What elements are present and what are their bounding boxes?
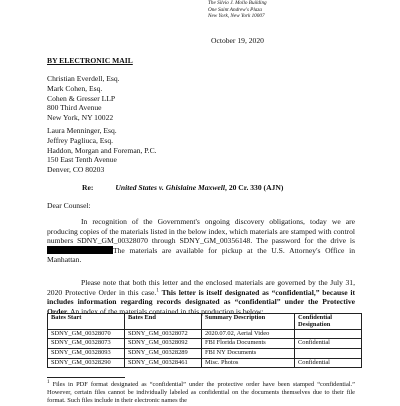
- recipient-line: Laura Menninger, Esq.: [47, 126, 117, 135]
- table-cell: SDNY_GM_00328072: [125, 329, 202, 339]
- re-label: Re:: [82, 183, 94, 192]
- table-cell: SDNY_GM_00328070: [48, 329, 125, 339]
- production-index-table: [47, 313, 362, 368]
- column-header: Bates Start: [48, 314, 125, 330]
- letterhead-line: New York, New York 10007: [208, 13, 265, 19]
- footnote-divider: [47, 377, 125, 378]
- recipient-line: 150 East Tenth Avenue: [47, 155, 117, 165]
- footnote-number: 1: [47, 379, 50, 385]
- case-name: United States v. Ghislaine Maxwell: [115, 183, 226, 192]
- case-number: , 20 Cr. 330 (AJN): [225, 183, 284, 192]
- recipient-line: New York, NY 10022: [47, 113, 114, 123]
- recipient-line: Mark Cohen, Esq.: [47, 83, 103, 93]
- letter-date: October 19, 2020: [211, 36, 264, 45]
- column-header: Confidential Designation: [295, 314, 362, 330]
- table-cell: 2020.07.02, Aerial Video: [202, 329, 295, 339]
- paragraph-text: The materials are available for pickup at the U.S. Attorney's Office in Manhattan.: [47, 245, 355, 265]
- footnote: [47, 381, 355, 406]
- re-line: [82, 183, 283, 192]
- table-cell: FBI NY Documents: [202, 349, 295, 359]
- table-row: [48, 349, 362, 359]
- table-header-row: [48, 314, 362, 330]
- paragraph-protective-order: [47, 278, 355, 316]
- table-cell: Confidential: [295, 358, 362, 368]
- table-cell: SDNY_GM_00328092: [125, 339, 202, 349]
- table-cell: SDNY_GM_00328093: [48, 349, 125, 359]
- column-header: Bates End: [125, 314, 202, 330]
- recipient-line: Jeffrey Pagliuca, Esq.: [47, 135, 114, 145]
- letterhead: [208, 0, 267, 20]
- column-header: Summary Description: [202, 314, 295, 330]
- salutation: Dear Counsel:: [47, 201, 91, 210]
- confidential-notice: This letter is itself designated as “confidential,” because it includes information regarding records designated as “confidential” under the Protective Order.: [47, 287, 355, 316]
- letterhead-line: One Saint Andrew's Plaza: [208, 6, 262, 13]
- footnote-reference[interactable]: 1: [156, 288, 159, 294]
- table-cell: Misc. Photos: [202, 358, 295, 368]
- table-cell: SDNY_GM_00328461: [125, 358, 202, 368]
- table-cell: SDNY_GM_00328290: [48, 358, 125, 368]
- table-row: [48, 339, 362, 349]
- paragraph-text: In recognition of the Government's ongoing discovery obligations, today we are producing copies of the materials listed in the below index, which materials are stamped with control numbers SDNY_GM_00328070 through SDNY_GM_00356148. The password for the drive is: [47, 217, 355, 246]
- recipient-line: 800 Third Avenue: [47, 103, 102, 113]
- table-cell: SDNY_GM_00328289: [125, 349, 202, 359]
- recipient-block-2: [47, 126, 157, 175]
- paragraph-production: [47, 217, 355, 265]
- letterhead-line: The Silvio J. Mollo Building: [208, 0, 267, 6]
- recipient-line: Cohen & Gresser LLP: [47, 93, 116, 103]
- table-cell: [295, 329, 362, 339]
- paragraph-text: Please note that both this letter and the enclosed materials are governed by the July 31, 2020 Protective Order in this case.: [47, 278, 355, 297]
- delivery-method: BY ELECTRONIC MAIL: [47, 56, 133, 65]
- table-cell: SDNY_GM_00328073: [48, 339, 125, 349]
- recipient-block-1: [47, 74, 120, 123]
- recipient-line: Denver, CO 80203: [47, 165, 105, 175]
- footnote-text: Files in PDF format designated as “confidential” under the protective order have been stamped “confidential.” However, certain files cannot be individually labeled as confidential on the documents themselves due to their file format. Such files include in their electronic names the: [47, 381, 355, 405]
- recipient-line: Christian Everdell, Esq.: [47, 74, 120, 83]
- table-cell: [295, 349, 362, 359]
- table-row: [48, 329, 362, 339]
- redaction-bar: [47, 246, 113, 254]
- recipient-line: Haddon, Morgan and Foreman, P.C.: [47, 145, 157, 155]
- paragraph-text: An index of the materials contained in this production is below:: [69, 306, 264, 316]
- table-cell: Confidential: [295, 339, 362, 349]
- table-row: [48, 358, 362, 368]
- table-cell: FBI Florida Documents: [202, 339, 295, 349]
